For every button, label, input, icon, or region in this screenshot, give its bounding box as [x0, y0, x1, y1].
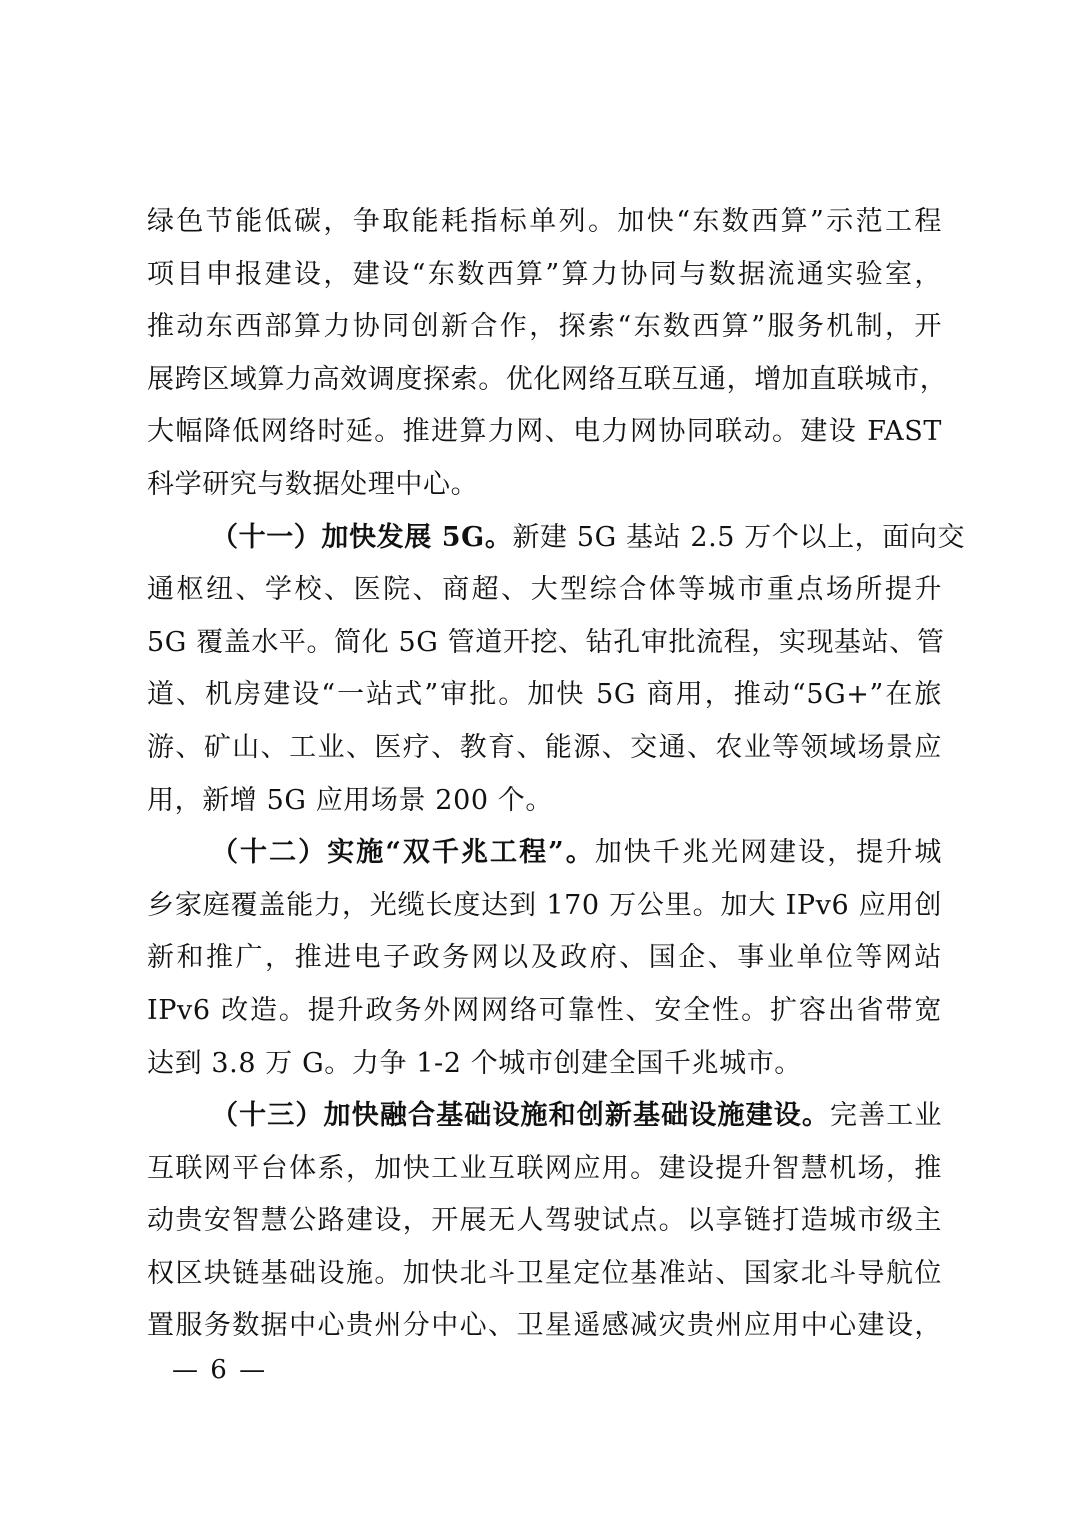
document-body: [147, 196, 966, 1353]
paragraph-line: 科学研究与数据处理中心。: [147, 468, 479, 500]
paragraph-line: 道、机房建设“一站式”审批。加快 5G 商用，推动“5G+”在旅: [147, 679, 942, 711]
paragraph-line: 动贵安智慧公路建设，开展无人驾驶试点。以享链打造城市级主: [147, 1205, 942, 1237]
paragraph-line: IPv6 改造。提升政务外网网络可靠性、安全性。扩容出省带宽: [147, 994, 942, 1026]
paragraph-line: 通枢纽、学校、医院、商超、大型综合体等城市重点场所提升: [147, 574, 942, 606]
section-text: 完善工业: [829, 1100, 942, 1132]
paragraph-line: 权区块链基础设施。加快北斗卫星定位基准站、国家北斗导航位: [147, 1257, 942, 1289]
paragraph-line: 展跨区域算力高效调度探索。优化网络互联互通，增加直联城市，: [147, 363, 948, 395]
paragraph-line: 达到 3.8 万 G。力争 1-2 个城市创建全国千兆城市。: [147, 1047, 802, 1079]
paragraph-line: 项目申报建设，建设“东数西算”算力协同与数据流通实验室，: [147, 258, 942, 290]
page-number: — 6 —: [172, 1355, 268, 1385]
paragraph-line: 游、矿山、工业、医疗、教育、能源、交通、农业等领域场景应: [147, 731, 942, 763]
paragraph-line: 推动东西部算力协同创新合作，探索“东数西算”服务机制，开: [147, 311, 942, 343]
paragraph-line: 绿色节能低碳，争取能耗指标单列。加快“东数西算”示范工程: [147, 206, 942, 237]
paragraph-line: 5G 覆盖水平。简化 5G 管道开挖、钻孔审批流程，实现基站、管: [147, 626, 945, 658]
section-first-line: [147, 1090, 942, 1143]
section-heading: （十二）实施“双千兆工程”。: [211, 837, 595, 869]
section-heading: （十三）加快融合基础设施和创新基础设施建设。: [211, 1100, 830, 1132]
paragraph-line: 大幅降低网络时延。推进算力网、电力网协同联动。建设 FAST: [147, 416, 942, 448]
section-text: 加快千兆光网建设，提升城: [594, 837, 942, 869]
section-first-line: [147, 827, 942, 880]
paragraph-line: 用，新增 5G 应用场景 200 个。: [147, 784, 554, 816]
paragraph-line: 新和推广，推进电子政务网以及政府、国企、事业单位等网站: [147, 942, 942, 974]
paragraph-line: 置服务数据中心贵州分中心、卫星遥感减灾贵州应用中心建设，: [147, 1310, 942, 1342]
paragraph-line: 乡家庭覆盖能力，光缆长度达到 170 万公里。加大 IPv6 应用创: [147, 889, 942, 921]
section-heading: （十一）加快发展 5G。: [211, 521, 513, 553]
paragraph-line: 互联网平台体系，加快工业互联网应用。建设提升智慧机场，推: [147, 1152, 942, 1184]
section-text: 新建 5G 基站 2.5 万个以上，面向交: [512, 521, 966, 553]
section-first-line: [147, 512, 966, 565]
